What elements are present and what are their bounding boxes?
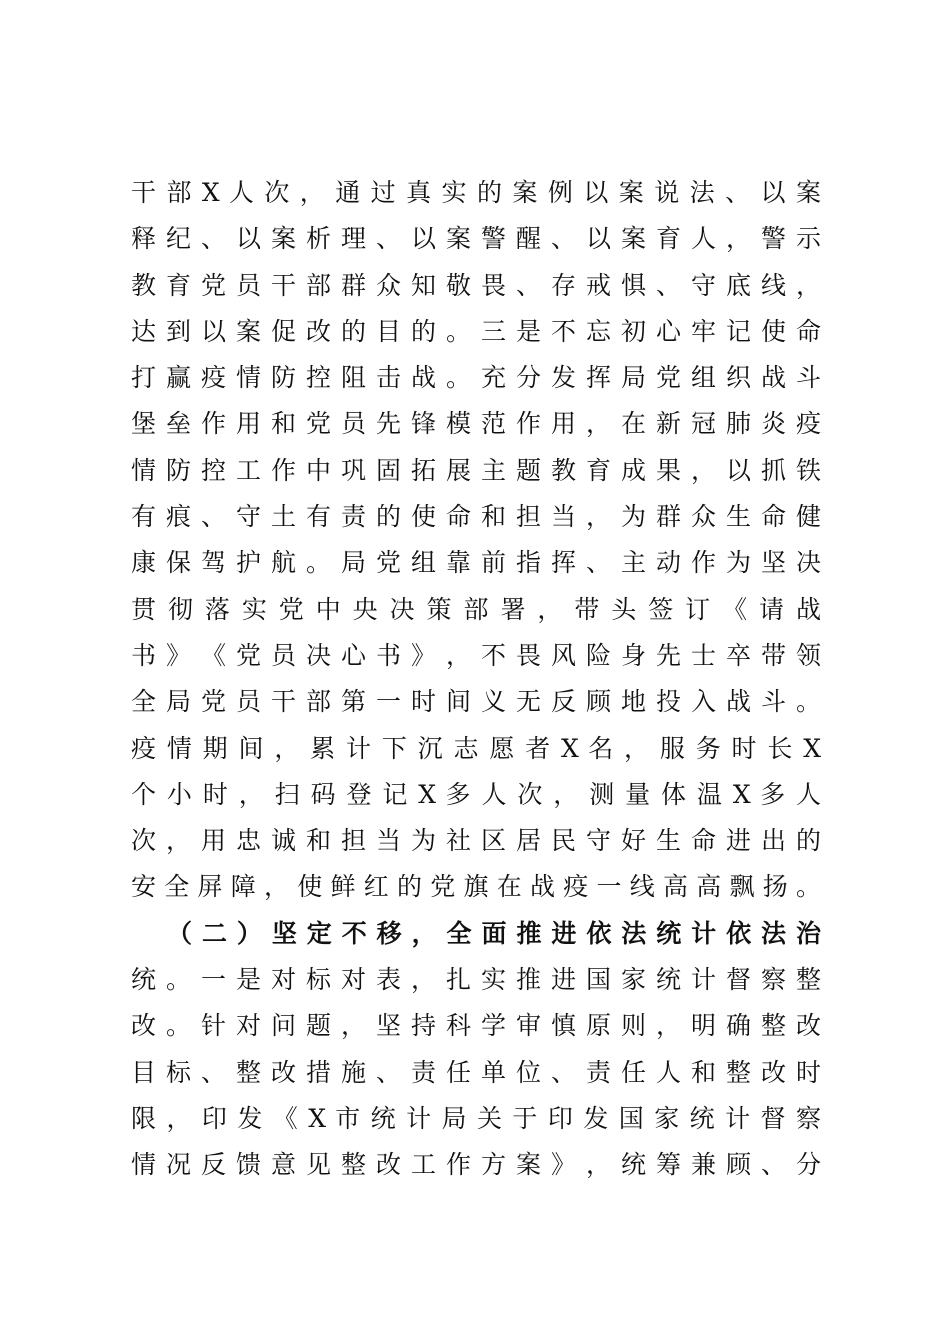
text-line: 次 ， 用 忠 诚 和 担 当 为 社 区 居 民 守 好 生 命 进 出 的 xyxy=(131,826,821,856)
text-line: 情 防 控 工 作 中 巩 固 拓 展 主 题 教 育 成 果 ， 以 抓 铁 xyxy=(131,455,821,485)
text-line: 打 赢 疫 情 防 控 阻 击 战 。 充 分 发 挥 局 党 组 织 战 斗 xyxy=(131,363,821,393)
text-line: 有 痕 、 守 土 有 责 的 使 命 和 担 当 ， 为 群 众 生 命 健 xyxy=(131,502,821,532)
text-line: 安 全 屏 障 ， 使 鲜 红 的 党 旗 在 战 疫 一 线 高 高 飘 扬 。 xyxy=(131,872,821,902)
text-line: 书 》 《 党 员 决 心 书 》 ， 不 畏 风 险 身 先 士 卒 带 领 xyxy=(131,640,821,670)
text-line: 统 。 一 是 对 标 对 表 ， 扎 实 推 进 国 家 统 计 督 察 整 xyxy=(131,965,821,995)
text-line: 教 育 党 员 干 部 群 众 知 敬 畏 、 存 戒 惧 、 守 底 线 ， xyxy=(131,270,821,300)
text-line: 改 。 针 对 问 题 ， 坚 持 科 学 审 慎 原 则 ， 明 确 整 改 xyxy=(131,1011,821,1041)
text-line: 个 小 时 ， 扫 码 登 记 X 多 人 次 ， 测 量 体 温 X 多 人 xyxy=(131,779,821,809)
text-line: 释 纪 、 以 案 析 理 、 以 案 警 醒 、 以 案 育 人 ， 警 示 xyxy=(131,224,821,254)
text-line: 情 况 反 馈 意 见 整 改 工 作 方 案 》 ， 统 筹 兼 顾 、 分 xyxy=(131,1150,821,1180)
section-heading-line: （ 二 ） 坚 定 不 移 ， 全 面 推 进 依 法 统 计 依 法 治 xyxy=(167,918,821,948)
text-line: 目 标 、 整 改 措 施 、 责 任 单 位 、 责 任 人 和 整 改 时 xyxy=(131,1057,821,1087)
text-line: 贯 彻 落 实 党 中 央 决 策 部 署 ， 带 头 签 订 《 请 战 xyxy=(131,594,821,624)
text-line: 达 到 以 案 促 改 的 目 的 。 三 是 不 忘 初 心 牢 记 使 命 xyxy=(131,316,821,346)
document-body xyxy=(131,170,821,1189)
text-line: 限 ， 印 发 《 X 市 统 计 局 关 于 印 发 国 家 统 计 督 察 xyxy=(131,1103,821,1133)
text-line: 疫 情 期 间 ， 累 计 下 沉 志 愿 者 X 名 ， 服 务 时 长 X xyxy=(131,733,821,763)
text-line: 康 保 驾 护 航 。 局 党 组 靠 前 指 挥 、 主 动 作 为 坚 决 xyxy=(131,548,821,578)
text-line: 堡 垒 作 用 和 党 员 先 锋 模 范 作 用 ， 在 新 冠 肺 炎 疫 xyxy=(131,409,821,439)
text-line: 全 局 党 员 干 部 第 一 时 间 义 无 反 顾 地 投 入 战 斗 。 xyxy=(131,687,821,717)
text-line: 干 部 X 人 次 ， 通 过 真 实 的 案 例 以 案 说 法 、 以 案 xyxy=(131,178,821,207)
